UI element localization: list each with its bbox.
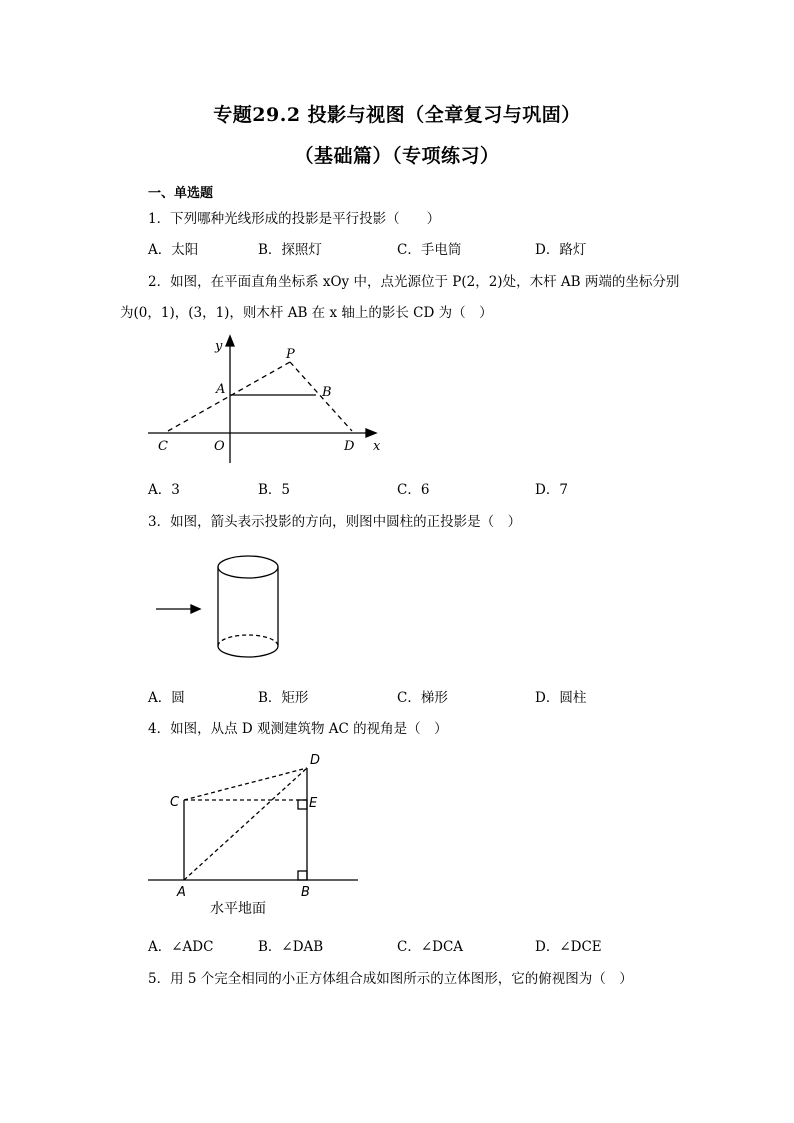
question-3-stem: 3．如图，箭头表示投影的方向，则图中圆柱的正投影是（ ） [148, 514, 522, 530]
q1-option-a: A．太阳 [148, 242, 199, 258]
q2-coordinate-figure [140, 330, 400, 470]
q3-option-c: C．梯形 [397, 690, 448, 706]
question-4-options [148, 935, 748, 953]
q1-option-c: C．手电筒 [397, 242, 462, 258]
q3-cylinder-figure [150, 548, 290, 666]
label-b: B [301, 885, 310, 900]
question-1-options [148, 238, 748, 256]
label-p: P [286, 347, 295, 362]
q1-option-d: D．路灯 [535, 242, 587, 258]
label-e: E [309, 796, 318, 811]
line-ad [184, 768, 307, 880]
question-3-options [148, 686, 748, 704]
q4-building-figure [140, 748, 370, 923]
x-axis-arrow [366, 429, 376, 437]
cylinder-top [218, 556, 278, 578]
label-d: D [344, 439, 355, 454]
q3-option-b: B．矩形 [258, 690, 309, 706]
q4-option-a: A．∠ADC [148, 939, 214, 955]
cylinder-bottom-back [218, 635, 278, 646]
cylinder-bottom-front [218, 646, 278, 657]
label-a: A [177, 885, 186, 900]
label-a: A [216, 382, 226, 397]
right-angle-b [298, 871, 307, 880]
q2-option-a: A．3 [148, 482, 180, 498]
right-angle-e [298, 800, 307, 809]
page-subtitle: （基础篇）（专项练习） [294, 145, 500, 167]
q2-option-d: D．7 [535, 482, 568, 498]
q4-option-b: B．∠DAB [258, 939, 324, 955]
label-d: D [310, 753, 321, 768]
label-o: O [214, 439, 225, 454]
label-x: x [373, 439, 381, 454]
q4-option-c: C．∠DCA [397, 939, 464, 955]
q2-option-c: C．6 [397, 482, 430, 498]
question-2-stem-line2: 为(0，1)，(3，1)，则木杆 AB 在 x 轴上的影长 CD 为（ ） [120, 305, 493, 321]
label-y: y [215, 339, 223, 354]
label-c: C [158, 439, 168, 454]
label-b: B [322, 385, 332, 400]
question-2-stem-line1: 2．如图，在平面直角坐标系 xOy 中，点光源位于 P(2，2)处，木杆 AB 两端的坐标分别 [148, 274, 680, 290]
q1-option-b: B．探照灯 [258, 242, 322, 258]
question-5-stem: 5．用 5 个完全相同的小正方体组合成如图所示的立体图形，它的俯视图为（ ） [148, 971, 633, 987]
q3-option-d: D．圆柱 [535, 690, 587, 706]
ray-cp [168, 362, 290, 431]
y-axis-arrow [226, 336, 234, 346]
q2-option-b: B．5 [258, 482, 291, 498]
question-2-options [148, 478, 748, 496]
question-4-stem: 4．如图，从点 D 观测建筑物 AC 的视角是（ ） [148, 721, 448, 737]
label-c: C [170, 795, 180, 810]
q3-option-a: A．圆 [148, 690, 185, 706]
page-title: 专题29.2 投影与视图（全章复习与巩固） [213, 104, 581, 126]
projection-arrowhead [191, 605, 200, 613]
question-1-stem: 1．下列哪种光线形成的投影是平行投影（ ） [148, 211, 441, 227]
q4-option-d: D．∠DCE [535, 939, 602, 955]
ray-pd [290, 362, 352, 431]
ground-caption: 水平地面 [210, 901, 266, 917]
section-heading: 一、单选题 [148, 186, 214, 201]
